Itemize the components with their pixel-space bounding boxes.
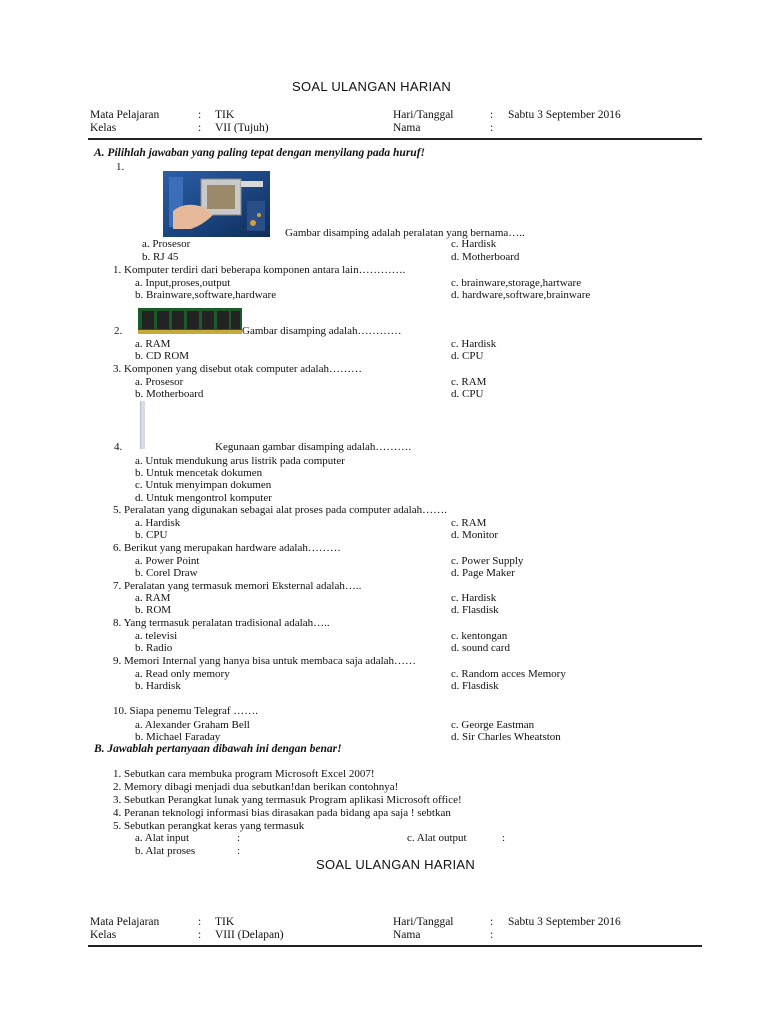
b-q4: 4. Peranan teknologi informasi bias dirasakan pada bidang apa saja ! sebtkan xyxy=(113,807,451,819)
q3-option-a: a. Prosesor xyxy=(135,376,184,388)
p2-class-value: VIII (Delapan) xyxy=(215,929,284,941)
p2-date-colon: : xyxy=(490,916,494,928)
q6-option-b: b. Corel Draw xyxy=(135,567,198,579)
b-q3: 3. Sebutkan Perangkat lunak yang termasuk Program aplikasi Microsoft office! xyxy=(113,794,462,806)
q6-option-c: c. Power Supply xyxy=(451,555,524,567)
q1-option-c: c. brainware,storage,hartware xyxy=(451,277,582,289)
q4-text: Kegunaan gambar disamping adalah………. xyxy=(215,441,412,453)
q5-option-b: b. CPU xyxy=(135,529,168,541)
q9-option-d: d. Flasdisk xyxy=(451,680,499,692)
q4-option-d: d. Untuk mengontrol komputer xyxy=(135,492,272,504)
p2-date-value: Sabtu 3 September 2016 xyxy=(508,916,621,928)
page2-title: SOAL ULANGAN HARIAN xyxy=(316,857,476,872)
q3-option-b: b. Motherboard xyxy=(135,388,204,400)
name-label: Nama xyxy=(393,122,421,134)
class-value: VII (Tujuh) xyxy=(215,122,269,134)
p2-class-colon: : xyxy=(198,929,202,941)
q5-option-c: c. RAM xyxy=(451,517,487,529)
q7-option-a: a. RAM xyxy=(135,592,171,604)
b-q5-option-a-colon: : xyxy=(237,832,241,844)
q0-option-c: c. Hardisk xyxy=(451,238,497,250)
q8-option-d: d. sound card xyxy=(451,642,510,654)
q4-number: 4. xyxy=(114,441,123,453)
p2-subject-value: TIK xyxy=(215,916,235,928)
section-b-title: B. Jawablah pertanyaan dibawah ini dengan benar! xyxy=(94,743,342,755)
q1-text: 1. Komputer terdiri dari beberapa komponen antara lain…………. xyxy=(113,264,406,276)
q8-text: 8. Yang termasuk peralatan tradisional adalah….. xyxy=(113,617,330,629)
q9-text: 9. Memori Internal yang hanya bisa untuk membaca saja adalah…… xyxy=(113,655,417,667)
q1-option-d: d. hardware,software,brainware xyxy=(451,289,591,301)
q1-option-b: b. Brainware,software,hardware xyxy=(135,289,277,301)
p2-subject-colon: : xyxy=(198,916,202,928)
p2-subject-label: Mata Pelajaran xyxy=(90,916,160,928)
header-divider xyxy=(88,138,702,140)
q2-option-d: d. CPU xyxy=(451,350,484,362)
q2-option-c: c. Hardisk xyxy=(451,338,497,350)
q3-option-d: d. CPU xyxy=(451,388,484,400)
q7-option-b: b. ROM xyxy=(135,604,172,616)
q3-text: 3. Komponen yang disebut otak computer adalah……… xyxy=(113,363,362,375)
b-q5-option-c-colon: : xyxy=(502,832,506,844)
q0-option-a: a. Prosesor xyxy=(142,238,191,250)
q2-number: 2. xyxy=(114,325,123,337)
power-supply-image xyxy=(140,401,145,449)
q7-option-c: c. Hardisk xyxy=(451,592,497,604)
q3-option-c: c. RAM xyxy=(451,376,487,388)
q1-option-a: a. Input,proses,output xyxy=(135,277,231,289)
q0-text: Gambar disamping adalah peralatan yang bernama….. xyxy=(285,227,525,239)
q6-option-a: a. Power Point xyxy=(135,555,200,567)
b-q5-option-a: a. Alat input xyxy=(135,832,190,844)
q0-number: 1. xyxy=(116,161,125,173)
q7-option-d: d. Flasdisk xyxy=(451,604,499,616)
q4-option-b: b. Untuk mencetak dokumen xyxy=(135,467,263,479)
q4-option-c: c. Untuk menyimpan dokumen xyxy=(135,479,272,491)
subject-value: TIK xyxy=(215,109,235,121)
ram-module-image xyxy=(138,306,242,336)
section-a-title: A. Pilihlah jawaban yang paling tepat dengan menyilang pada huruf! xyxy=(94,147,426,159)
page-title: SOAL ULANGAN HARIAN xyxy=(292,79,452,94)
date-colon: : xyxy=(490,109,494,121)
q9-option-a: a. Read only memory xyxy=(135,668,230,680)
b-q5-option-b: b. Alat proses xyxy=(135,845,196,857)
p2-class-label: Kelas xyxy=(90,929,117,941)
q2-option-a: a. RAM xyxy=(135,338,171,350)
date-label: Hari/Tanggal xyxy=(393,109,454,121)
q9-option-b: b. Hardisk xyxy=(135,680,181,692)
subject-label: Mata Pelajaran xyxy=(90,109,160,121)
q8-option-c: c. kentongan xyxy=(451,630,508,642)
b-q5-option-b-colon: : xyxy=(237,845,241,857)
b-q1: 1. Sebutkan cara membuka program Microsoft Excel 2007! xyxy=(113,768,375,780)
q10-option-d: d. Sir Charles Wheatston xyxy=(451,731,561,743)
b-q5-option-c: c. Alat output xyxy=(407,832,467,844)
q2-text: Gambar disamping adalah………… xyxy=(242,325,402,337)
p2-name-colon: : xyxy=(490,929,494,941)
subject-colon: : xyxy=(198,109,202,121)
q5-option-d: d. Monitor xyxy=(451,529,499,541)
q5-option-a: a. Hardisk xyxy=(135,517,181,529)
q7-text: 7. Peralatan yang termasuk memori Eksternal adalah….. xyxy=(113,580,362,592)
q10-option-c: c. George Eastman xyxy=(451,719,535,731)
q9-option-c: c. Random acces Memory xyxy=(451,668,566,680)
q10-option-b: b. Michael Faraday xyxy=(135,731,221,743)
q6-option-d: d. Page Maker xyxy=(451,567,515,579)
p2-name-label: Nama xyxy=(393,929,421,941)
b-q2: 2. Memory dibagi menjadi dua sebutkan!dan berikan contohnya! xyxy=(113,781,399,793)
class-colon: : xyxy=(198,122,202,134)
q0-option-b: b. RJ 45 xyxy=(142,251,179,263)
p2-header-divider xyxy=(88,945,702,947)
q10-text: 10. Siapa penemu Telegraf ……. xyxy=(113,705,259,717)
q8-option-b: b. Radio xyxy=(135,642,173,654)
q4-option-a: a. Untuk mendukung arus listrik pada computer xyxy=(135,455,345,467)
q5-text: 5. Peralatan yang digunakan sebagai alat proses pada computer adalah……. xyxy=(113,504,447,516)
processor-socket-image xyxy=(163,171,270,237)
q8-option-a: a. televisi xyxy=(135,630,178,642)
q6-text: 6. Berikut yang merupakan hardware adalah……… xyxy=(113,542,341,554)
class-label: Kelas xyxy=(90,122,117,134)
q0-option-d: d. Motherboard xyxy=(451,251,520,263)
date-value: Sabtu 3 September 2016 xyxy=(508,109,621,121)
q2-option-b: b. CD ROM xyxy=(135,350,190,362)
p2-date-label: Hari/Tanggal xyxy=(393,916,454,928)
name-colon: : xyxy=(490,122,494,134)
b-q5: 5. Sebutkan perangkat keras yang termasuk xyxy=(113,820,305,832)
q10-option-a: a. Alexander Graham Bell xyxy=(135,719,250,731)
